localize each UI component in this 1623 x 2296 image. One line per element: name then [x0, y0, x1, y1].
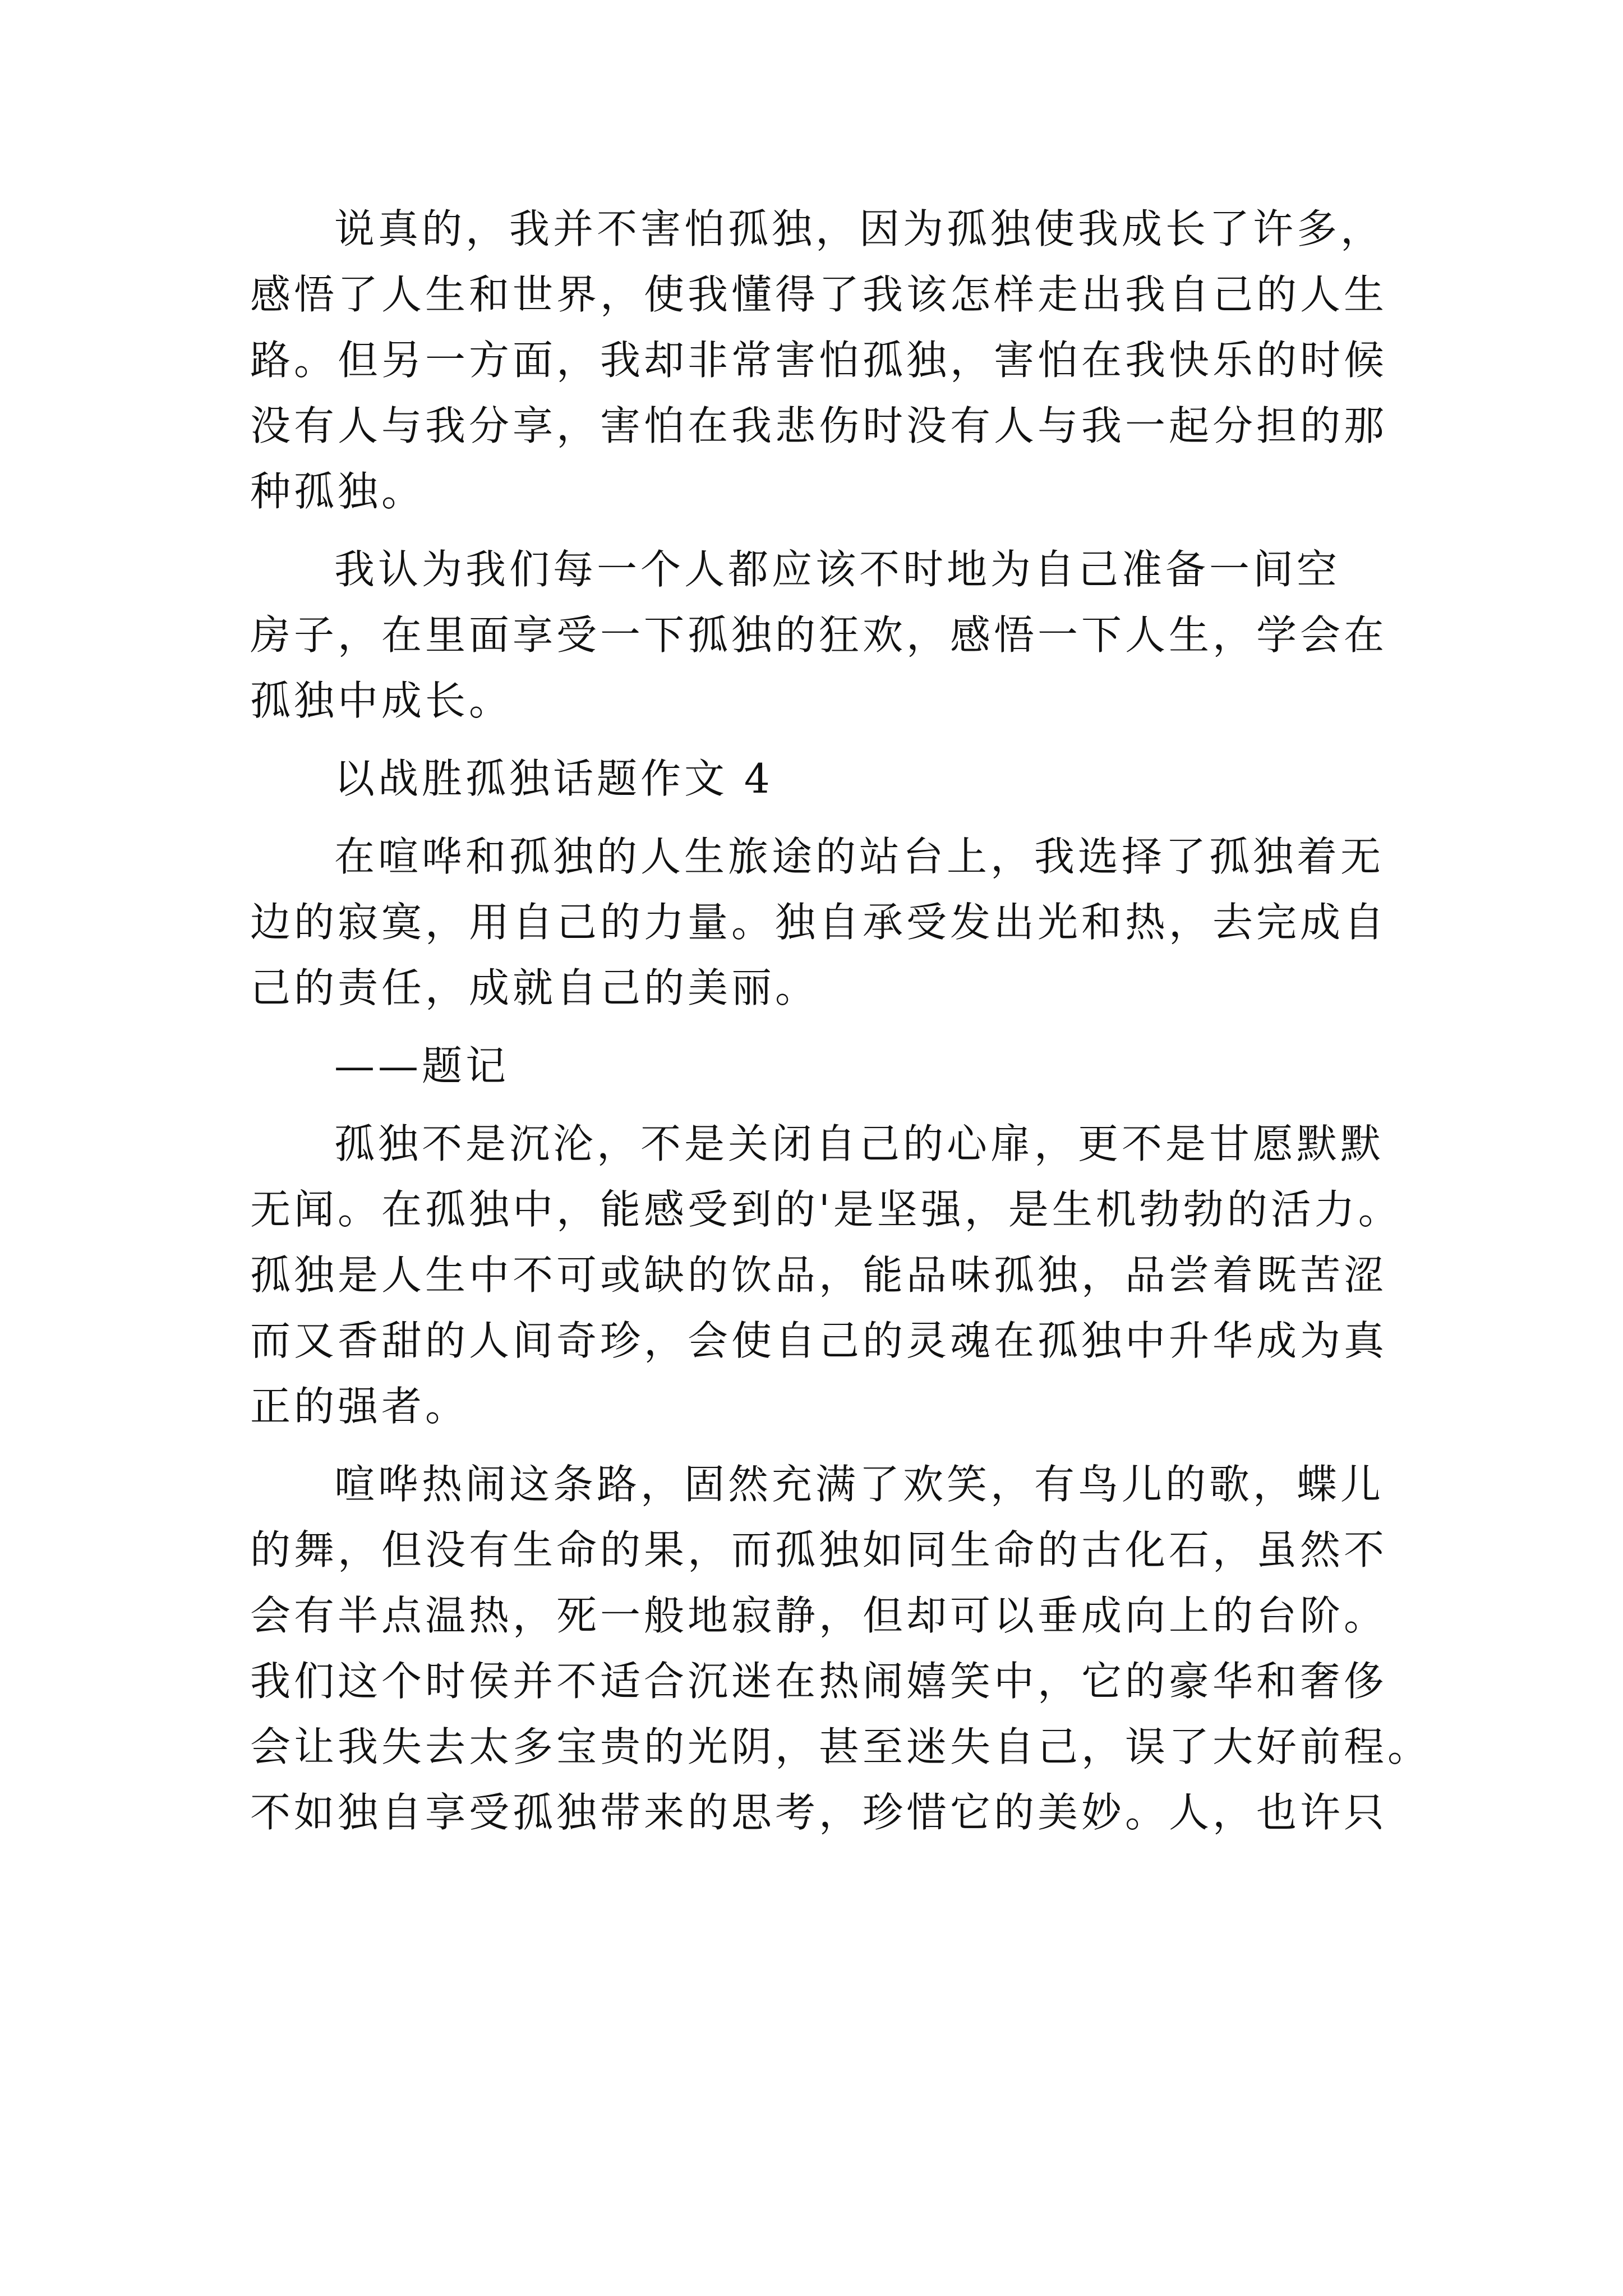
text-line: 说真的，我并不害怕孤独，因为孤独使我成长了许多，	[334, 205, 1385, 252]
paragraph	[250, 537, 1394, 734]
document-body	[250, 196, 1432, 1846]
paragraph	[250, 1452, 1432, 1846]
text-line: 会让我失去太多宝贵的光阴，甚至迷失自己，误了大好前程。	[250, 1723, 1432, 1770]
text-line: 的舞，但没有生命的果，而孤独如同生命的古化石，虽然不	[250, 1526, 1388, 1573]
text-line: 喧哗热闹这条路，固然充满了欢笑，有鸟儿的歌，蝶儿	[334, 1461, 1385, 1508]
text-line: 边的寂寞，用自己的力量。独自承受发出光和热，去完成自	[250, 899, 1388, 946]
text-line: 会有半点温热，死一般地寂静，但却可以垂成向上的台阶。	[250, 1592, 1388, 1639]
text-line: 我们这个时侯并不适合沉迷在热闹嬉笑中，它的豪华和奢侈	[250, 1658, 1388, 1705]
text-line: 没有人与我分享，害怕在我悲伤时没有人与我一起分担的那	[250, 402, 1388, 449]
text-line: 孤独不是沉沦，不是关闭自己的心扉，更不是甘愿默默	[334, 1120, 1385, 1167]
paragraph	[250, 196, 1394, 524]
text-line: 己的责任，成就自己的美丽。	[250, 964, 819, 1011]
text-line: 正的强者。	[250, 1383, 469, 1430]
text-line: 孤独是人生中不可或缺的饮品，能品味孤独，品尝着既苦涩	[250, 1251, 1388, 1299]
text-line: ——题记	[334, 1042, 510, 1089]
text-line: 我认为我们每一个人都应该不时地为自己准备一间空	[334, 546, 1341, 593]
text-line: 房子，在里面享受一下孤独的狂欢，感悟一下人生，学会在	[250, 611, 1388, 659]
text-line: 路。但另一方面，我却非常害怕孤独，害怕在我快乐的时候	[250, 337, 1388, 384]
paragraph	[250, 1111, 1402, 1439]
text-line: 而又香甜的人间奇珍，会使自己的灵魂在孤独中升华成为真	[250, 1317, 1388, 1364]
paragraph	[250, 824, 1394, 1021]
section-heading	[250, 746, 1394, 812]
text-line: 感悟了人生和世界，使我懂得了我该怎样走出我自己的人生	[250, 271, 1388, 318]
text-line: 无闻。在孤独中，能感受到的'是坚强，是生机勃勃的活力。	[250, 1186, 1402, 1233]
heading-text: 以战胜孤独话题作文 4	[334, 755, 773, 802]
text-line: 在喧哗和孤独的人生旅途的站台上，我选择了孤独着无	[334, 833, 1385, 880]
text-line: 不如独自享受孤独带来的思考，珍惜它的美妙。人，也许只	[250, 1789, 1388, 1836]
text-line: 种孤独。	[250, 468, 426, 515]
text-line: 孤独中成长。	[250, 677, 513, 724]
epigraph-note	[250, 1033, 1394, 1099]
